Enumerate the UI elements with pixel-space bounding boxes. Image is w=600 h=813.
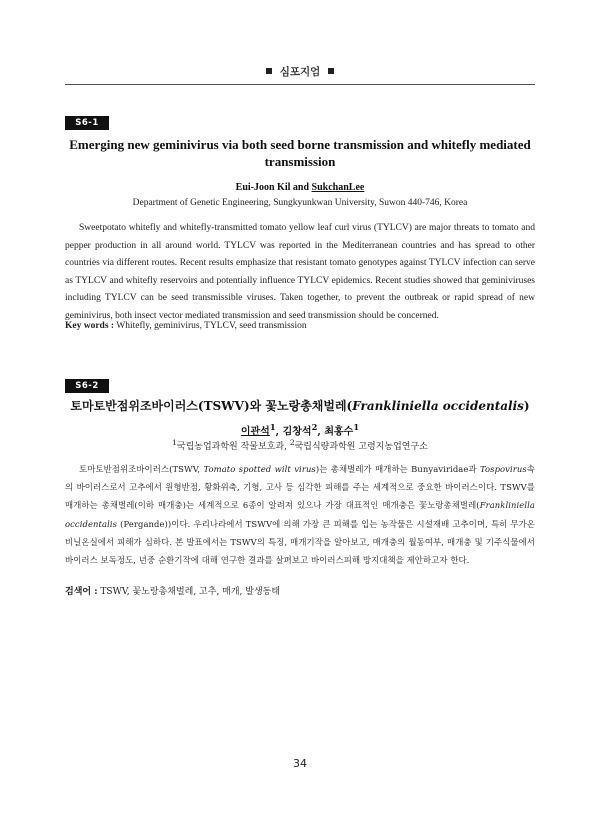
abstract-italic-part: Tomato spotted wilt virus <box>203 464 316 474</box>
author-superscript: 2 <box>311 422 318 432</box>
author-superscript: 1 <box>353 422 360 432</box>
page-number: 34 <box>293 757 307 770</box>
author-superscript: 1 <box>269 422 276 432</box>
author-affiliation <box>65 438 535 452</box>
abstract-text <box>65 460 535 569</box>
abstract-italic-part: Tospovirus <box>480 464 527 474</box>
abstract-text: Sweetpotato whitefly and whitefly-transmitted tomato yellow leaf curl virus (TYLCV) are major threats to tomato and pepper production in all around world. TYLCV was reported in the Mediterranean countries and has spread to other countries via different routes. Recent results emphasize that resistant tomato genotypes against TYLCV infection can serve as TYLCV and whitefly reservoirs and potentially influence TYLCV epidemics. Recent studies showed that geminiviruses including TYLCV can be seed transmissible viruses. Taken together, to prevent the outbreak or rapid spread of new geminivirus, both insect vector mediated transmission and seed transmission should be concerned. <box>65 223 535 321</box>
affiliation-name: 국립농업과학원 작물보호과, <box>176 442 290 452</box>
abstract-part: )는 총채벌레가 매개하는 Bunyaviridae과 <box>315 464 480 474</box>
author-conjunction: and <box>290 182 312 193</box>
title-species-name: Frankliniella occidentalis <box>352 399 524 413</box>
header-divider <box>65 84 535 85</box>
abstract-part: (Pergande))이다. 우리나라에서 TSWV에 의해 가장 큰 피해를 입는 농작물은 시설재배 고추이며, 특히 무가온 비닐온실에서 피해가 심하다. 본 발표에서는 TSWV의 특징, 매개기작을 알아보고, 매개충의 월동여부, 매개충 및 기주식물에서 바이러스 보독정도, 년중 순환기작에 대해 연구한 결과를 살펴보고 바이러스피해 방지대책을 제안하고자 한다. <box>65 518 536 566</box>
section-header <box>0 64 600 79</box>
author-affiliation: Department of Genetic Engineering, Sungkyunkwan University, Suwon 440-746, Korea <box>132 198 468 208</box>
author-list <box>65 422 535 437</box>
author-list <box>65 182 535 193</box>
keywords-label: Key words : <box>65 321 115 331</box>
affiliation-superscript: 2 <box>289 438 295 447</box>
keywords-line <box>65 321 535 331</box>
paper-title: Emerging new geminivirus via both seed borne transmission and whitefly mediated transmission <box>69 137 531 169</box>
square-bullet-icon <box>328 68 334 74</box>
author-name: Eui-Joon Kil <box>235 182 291 193</box>
section-header-label: 심포지엄 <box>279 66 321 78</box>
square-bullet-icon <box>266 68 272 74</box>
affiliation-name: 국립식량과학원 고령지농업연구소 <box>294 442 428 452</box>
keywords-value: Whitefly, geminivirus, TYLCV, seed transmission <box>114 321 307 331</box>
affiliation-superscript: 1 <box>172 438 177 447</box>
paper-title <box>65 398 535 415</box>
presenting-author-name: SukchanLee <box>311 182 365 193</box>
keywords-value: TSWV, 꽃노랑총채벌레, 고추, 매개, 발생동태 <box>97 587 281 597</box>
author-name: , 최홍수 <box>317 426 354 438</box>
abstract-part: 토마토반점위조바이러스(TSWV, <box>79 464 204 474</box>
title-part: 토마토반점위조바이러스(TSWV)와 꽃노랑총채벌레( <box>70 399 353 413</box>
presenting-author-name: 이관석 <box>240 426 270 438</box>
abstract-italic-part: Frankliniella occidentalis <box>65 500 535 529</box>
keywords-line <box>65 584 535 597</box>
session-tag: S6-2 <box>65 379 109 393</box>
author-name: , 김창석 <box>275 426 312 438</box>
title-part: ) <box>523 399 530 413</box>
session-tag: S6-1 <box>65 116 109 130</box>
keywords-label: 검색어 : <box>65 587 98 597</box>
abstract-part: 속의 바이러스로서 고추에서 원형반점, 황화위축, 기형, 고사 등 심각한 피해를 주는 세계적으로 중요한 바이러스이다. TSWV를 매개하는 총채벌레(이하 매개충)는 세계적으로 6종이 알려져 있으나 가장 대표적인 매개충은 꽃노랑총채벌레( <box>65 464 535 511</box>
